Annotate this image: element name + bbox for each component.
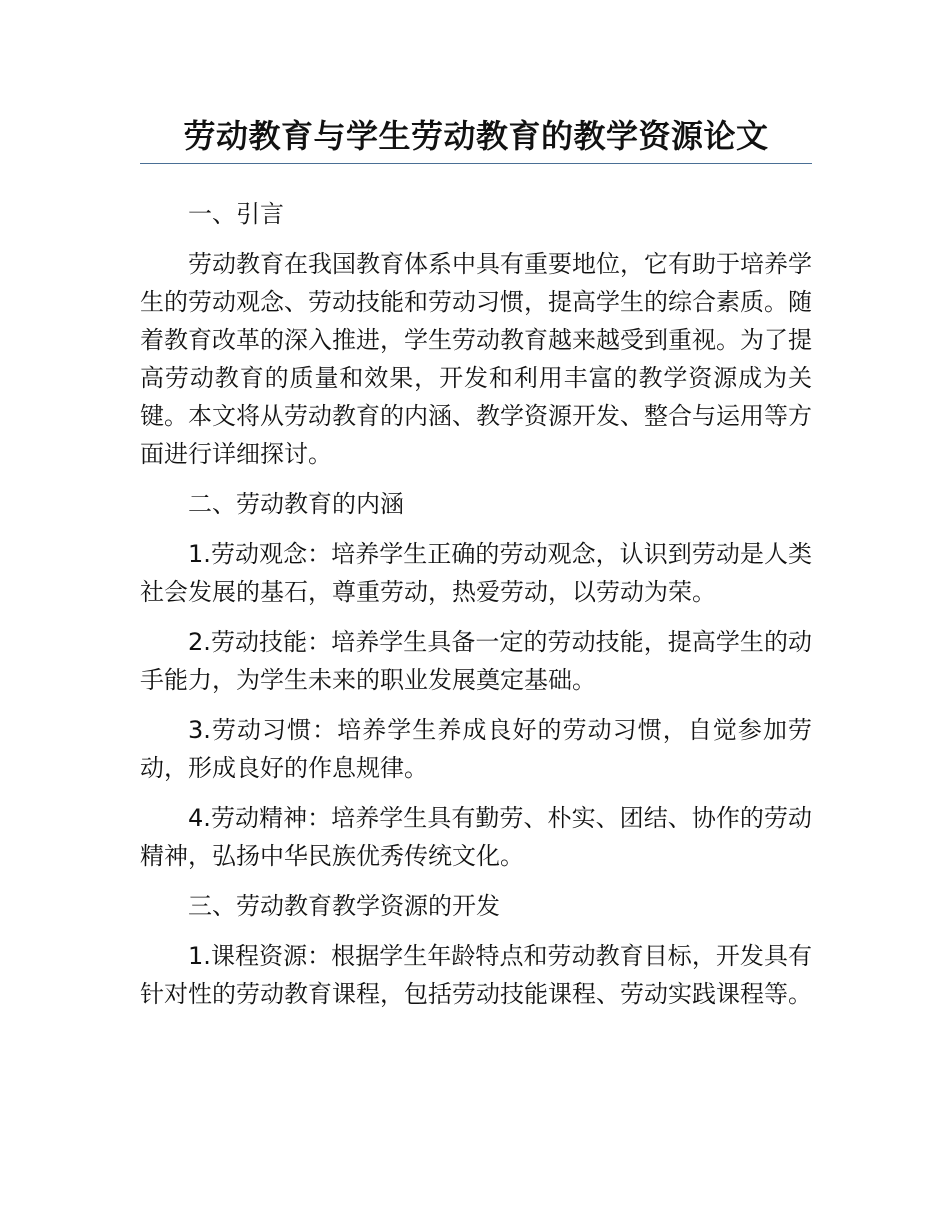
resources-item-1: 1.课程资源：根据学生年龄特点和劳动教育目标，开发具有针对性的劳动教育课程，包括劳动技能课程、劳动实践课程等。 bbox=[140, 942, 812, 1008]
document-body bbox=[140, 195, 812, 1025]
title-underline bbox=[140, 163, 812, 164]
connotation-item-3: 3.劳动习惯：培养学生养成良好的劳动习惯，自觉参加劳动，形成良好的作息规律。 bbox=[140, 716, 812, 782]
section-heading-intro: 一、引言 bbox=[188, 200, 284, 228]
intro-paragraph: 劳动教育在我国教育体系中具有重要地位，它有助于培养学生的劳动观念、劳动技能和劳动习惯，提高学生的综合素质。随着教育改革的深入推进，学生劳动教育越来越受到重视。为了提高劳动教育的质量和效果，开发和利用丰富的教学资源成为关键。本文将从劳动教育的内涵、教学资源开发、整合与运用等方面进行详细探讨。 bbox=[140, 250, 812, 468]
section-heading-connotation: 二、劳动教育的内涵 bbox=[188, 490, 404, 518]
connotation-item-2: 2.劳动技能：培养学生具备一定的劳动技能，提高学生的动手能力，为学生未来的职业发展奠定基础。 bbox=[140, 628, 812, 694]
connotation-item-4: 4.劳动精神：培养学生具有勤劳、朴实、团结、协作的劳动精神，弘扬中华民族优秀传统文化。 bbox=[140, 804, 812, 870]
document-title: 劳动教育与学生劳动教育的教学资源论文 bbox=[183, 117, 769, 155]
section-heading-resources: 三、劳动教育教学资源的开发 bbox=[188, 892, 500, 920]
connotation-item-1: 1.劳动观念：培养学生正确的劳动观念，认识到劳动是人类社会发展的基石，尊重劳动，热爱劳动，以劳动为荣。 bbox=[140, 540, 812, 606]
